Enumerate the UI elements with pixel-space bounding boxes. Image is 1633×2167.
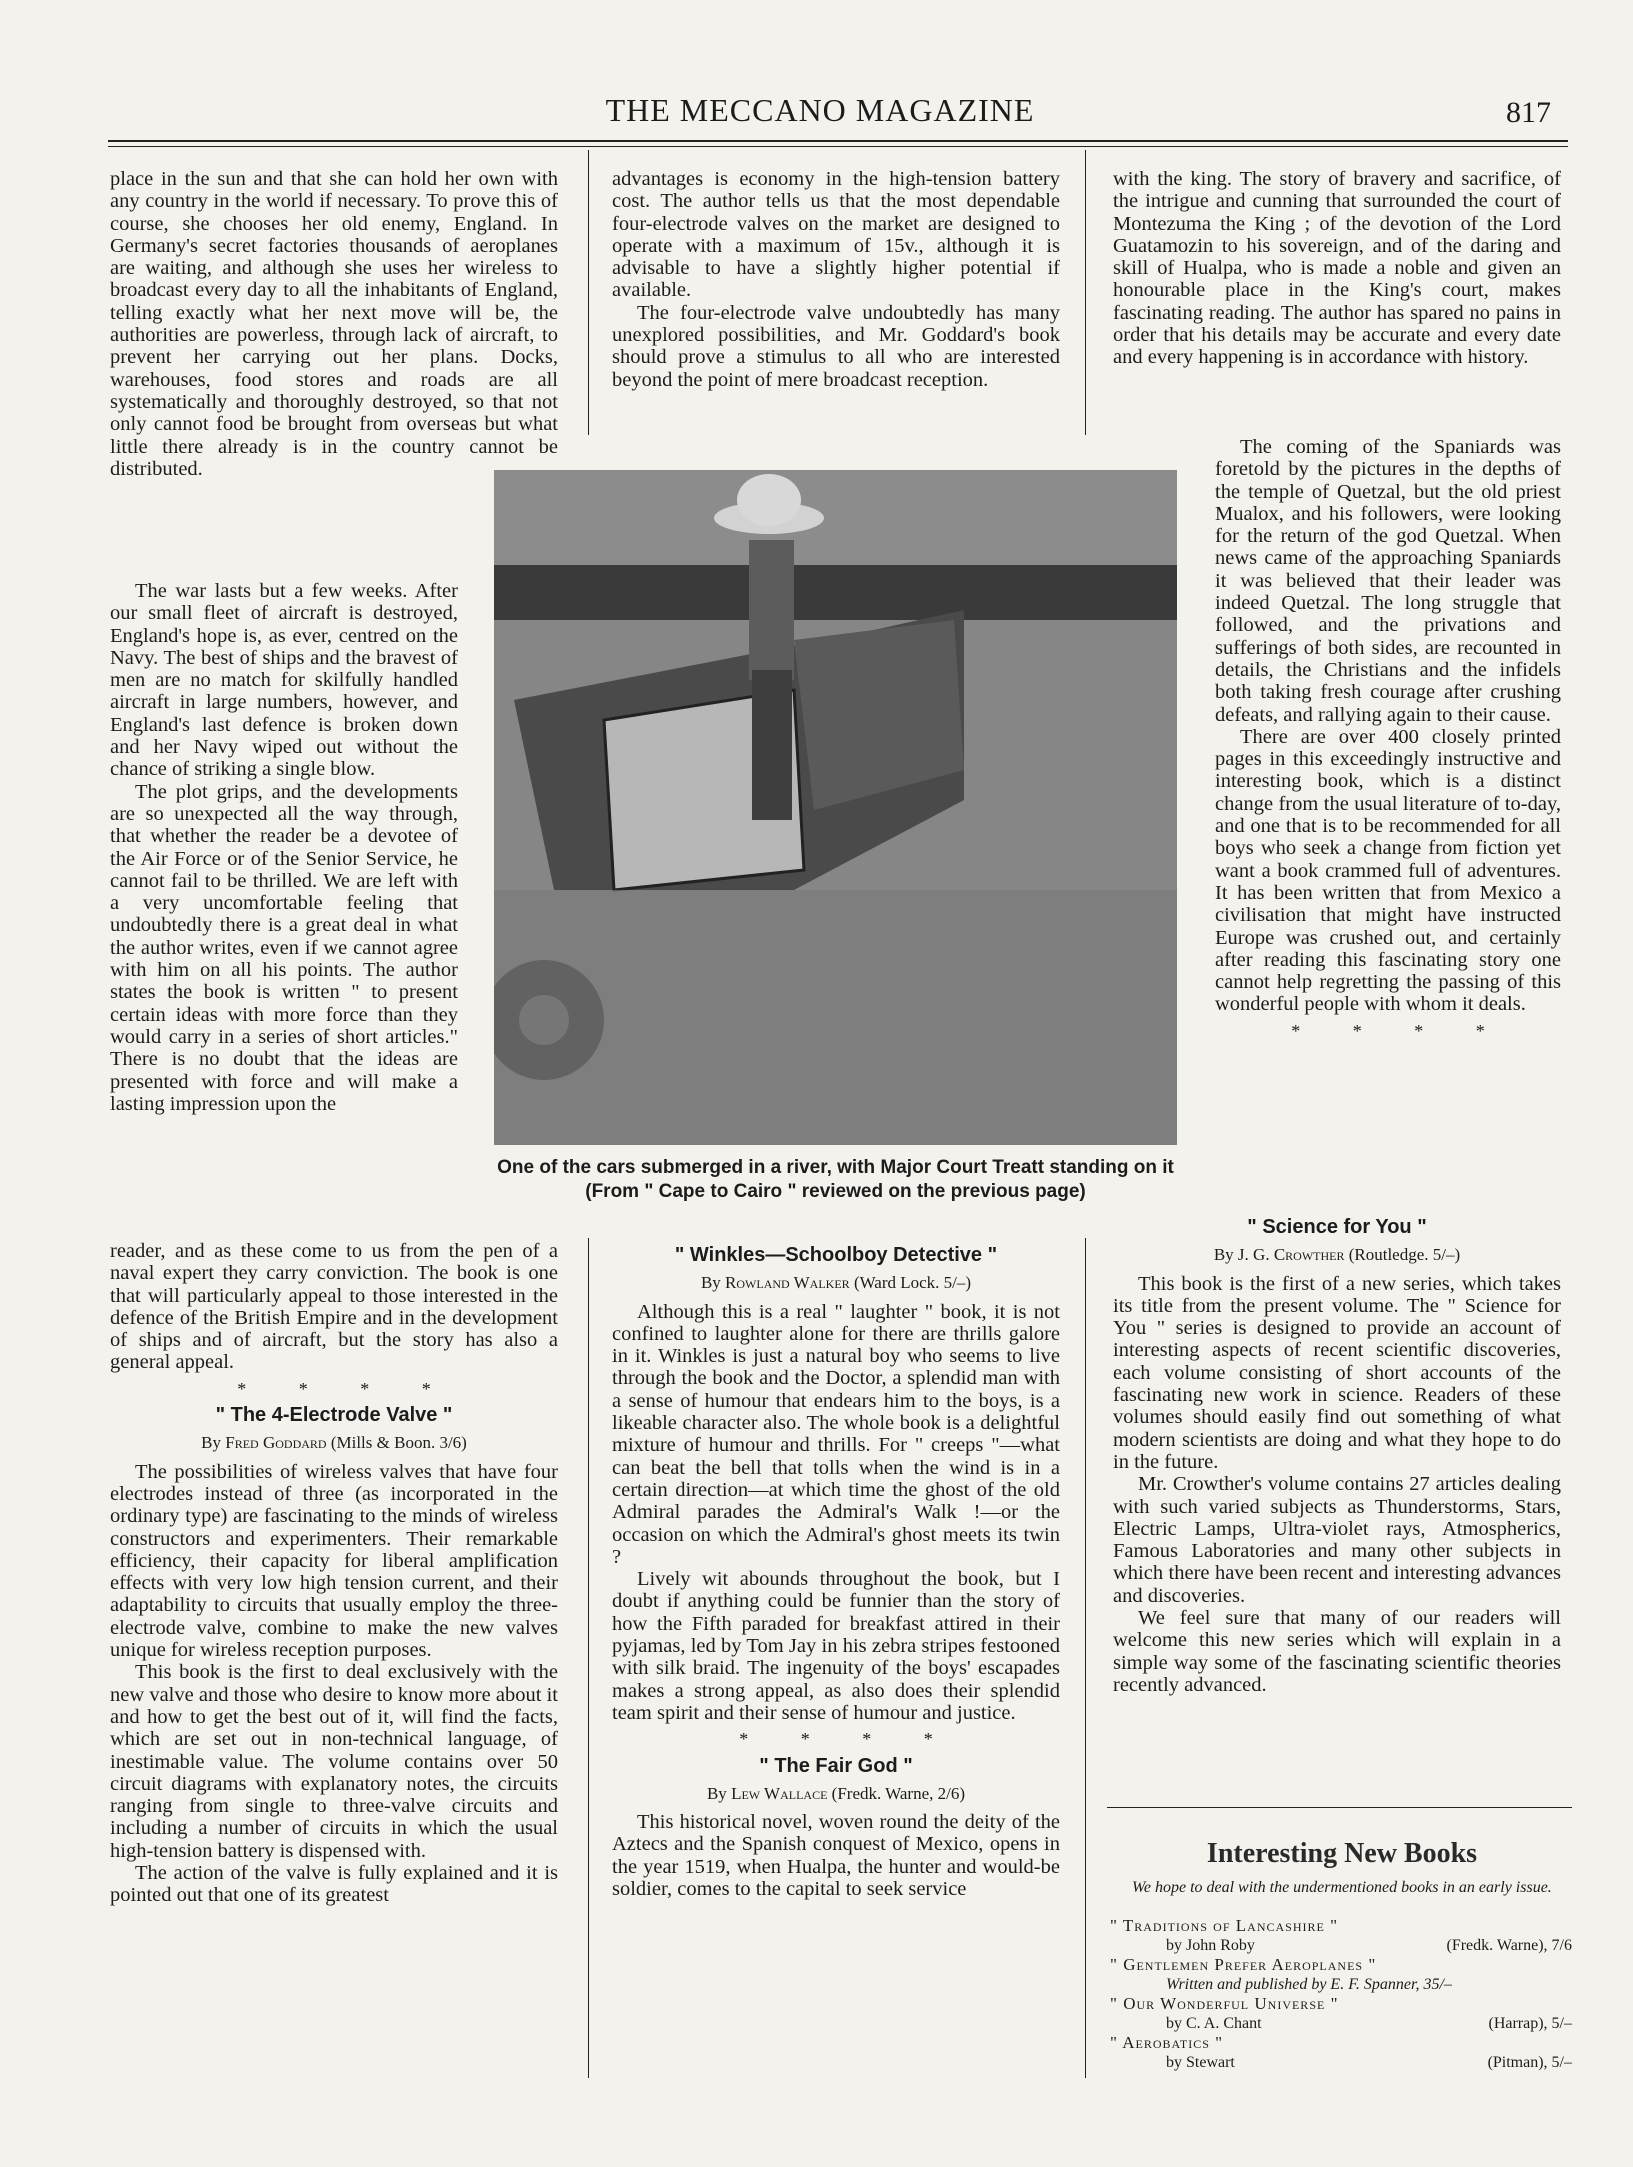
review-byline: [612, 1783, 1060, 1805]
page-number: 817: [1506, 96, 1551, 129]
review-byline: [612, 1272, 1060, 1294]
book-author: by John Roby: [1166, 1936, 1255, 1954]
review-publisher: (Mills & Boon. 3/6): [330, 1433, 467, 1453]
book-item: [1110, 1916, 1572, 1955]
book-author: by C. A. Chant: [1166, 2014, 1262, 2032]
article-paragraph: reader, and as these come to us from the pen of a naval expert they carry conviction. The book is one that will particularly appeal to those interested in the defence of the British Empire and in the development of ships and of aircraft, but the story has also a general appeal.: [110, 1240, 558, 1374]
book-details: [1110, 2014, 1572, 2034]
column-1-lower: [110, 1240, 558, 1907]
book-title: " Traditions of Lancashire ": [1110, 1916, 1339, 1935]
book-item: [1110, 1994, 1572, 2033]
review-author: Fred Goddard: [225, 1433, 327, 1453]
section-separator: * * * *: [739, 1729, 957, 1750]
review-title: " The 4-Electrode Valve ": [215, 1404, 453, 1427]
book-title: " Gentlemen Prefer Aeroplanes ": [1110, 1955, 1377, 1974]
review-publisher: (Routledge. 5/–): [1348, 1245, 1461, 1265]
article-paragraph: Mr. Crowther's volume contains 27 articles dealing with such varied subjects as Thunderstorms, Stars, Electric Lamps, Ultra-violet rays, Atmospherics, Famous Laboratories and many other subjects in which there have been recent and interesting advances and discoveries.: [1113, 1473, 1561, 1607]
byline-by: By: [201, 1433, 221, 1453]
byline-by: By: [1213, 1245, 1234, 1265]
page-title: THE MECCANO MAGAZINE: [605, 92, 1035, 128]
byline-by: By: [706, 1783, 727, 1803]
article-paragraph: place in the sun and that she can hold her own with any country in the world if necessary. To prove this of course, she chooses her old enemy, England. In Germany's secret factories thousands of aeroplanes are waiting, and although she uses her wireless to broadcast every day to all the inhabitants of England, telling exactly what her next move will be, the authorities are powerless, through lack of aircraft, to prevent her carrying out her plans. Docks, warehouses, food stores and roads are all systematically and thoroughly destroyed, so that not only cannot food be brought from overseas but what little there already is in the country cannot be distributed.: [110, 168, 558, 480]
book-author: by Stewart: [1166, 2053, 1235, 2071]
review-byline: [1113, 1244, 1561, 1266]
photo-illustration: [494, 470, 1177, 1145]
review-author: J. G. Crowther: [1237, 1245, 1345, 1265]
article-paragraph: Lively wit abounds throughout the book, but I doubt if anything could be funnier than the story of how the Fifth paraded for breakfast attired in their pyjamas, led by Tom Jay in his zebra stripes festooned with silk braid. The ingenuity of the boys' escapades makes a strong appeal, as also does their splendid team spirit and their sense of humour and justice.: [612, 1568, 1060, 1724]
books-rule: [1107, 1807, 1572, 1808]
column-1: [110, 168, 558, 480]
column-3: [1113, 168, 1561, 369]
book-publisher: (Pitman), 5/–: [1487, 2053, 1572, 2071]
header-rule: [108, 140, 1568, 142]
new-books-intro: We hope to deal with the undermentioned books in an early issue.: [1132, 1879, 1552, 1896]
article-paragraph: We feel sure that many of our readers will welcome this new series which will explain in a simple way some of the fascinating scientific theories recently advanced.: [1113, 1607, 1561, 1696]
article-paragraph: Although this is a real " laughter " book, it is not confined to laughter alone for there are thrills galore in it. Winkles is just a natural boy who seems to live through the book and the Doctor, a splendid man with a sense of humour that endears him to the boys, is a likeable character also. The whole book is a delightful mixture of humour and thrills. For " creeps "—what can beat the bell that tolls when the wind is in a certain direction—at which time the ghost of the old Admiral parades the Admiral's Walk !—or the occasion on which the Admiral's ghost meets its twin ?: [612, 1300, 1060, 1568]
book-details: [1110, 1975, 1572, 1995]
byline-by: By: [700, 1273, 721, 1293]
article-paragraph: The four-electrode valve undoubtedly has many unexplored possibilities, and Mr. Goddard's book should prove a stimulus to all who are interested beyond the point of mere broadcast reception.: [612, 301, 1060, 391]
new-books-list: [1110, 1916, 1572, 2072]
review-title: " Science for You ": [1247, 1216, 1427, 1238]
review-author: Rowland Walker: [725, 1273, 850, 1293]
column-divider: [588, 150, 589, 435]
article-paragraph: The coming of the Spaniards was foretold by the pictures in the depths of the temple of Quetzal, but the old priest Mualox, and his followers, were looking for the return of the god Quetzal. When news came of the approaching Spaniards it was believed that their leader was indeed Quetzal. The long struggle that followed, and the privations and sufferings of both sides, are recounted in details, the Christians and the infidels both taking fresh courage after crushing defeats, and rallying again to their cause.: [1215, 436, 1561, 726]
review-publisher: (Ward Lock. 5/–): [853, 1273, 972, 1293]
article-paragraph: The war lasts but a few weeks. After our small fleet of aircraft is destroyed, England's hope is, as ever, centred on the Navy. The best of ships and the bravest of men are no match for skilfully handled aircraft in large numbers, however, and England's last defence is broken down and her Navy wiped out without the chance of striking a single blow.: [110, 580, 458, 781]
section-separator: * * * *: [237, 1378, 455, 1399]
article-paragraph: This book is the first of a new series, which takes its title from the present volume. The " Science for You " series is designed to provide an account of interesting aspects of recent scientific discoveries, each volume consisting of short accounts of the fascinating new work in science. Readers of these volumes should easily find out something of what modern scientists are doing and what they hope to do in the future.: [1113, 1272, 1561, 1473]
article-paragraph: This book is the first to deal exclusively with the new valve and those who desire to know more about it and how to get the best out of it, will find the facts, which are set out in non-technical language, of inestimable value. The volume contains over 50 circuit diagrams with explanatory notes, the circuits ranging from single to three-valve circuits and including a number of circuits in which the usual high-tension battery is dispensed with.: [110, 1661, 558, 1862]
article-paragraph: The action of the valve is fully explained and it is pointed out that one of its greatest: [110, 1862, 558, 1907]
article-paragraph: advantages is economy in the high-tension battery cost. The author tells us that the most dependable four-electrode valves on the market are designed to operate with a maximum of 15v., although it is advisable to have a slightly higher potential if available.: [612, 168, 1060, 302]
book-title: " Our Wonderful Universe ": [1110, 1994, 1339, 2013]
book-publisher: (Fredk. Warne), 7/6: [1446, 1936, 1572, 1954]
review-byline: [110, 1432, 558, 1454]
column-1-narrow: [110, 580, 458, 1115]
book-title: " Aerobatics ": [1110, 2033, 1224, 2052]
article-paragraph: There are over 400 closely printed pages in this exceedingly instructive and interesting book, which is a distinct change from the usual literature of to-day, and one that is to be recommended for all boys who seek a change from fiction yet want a book crammed full of adventures. It has been written that from Mexico a civilisation that might have instructed Europe was crushed out, and certainly after reading this fascinating story one cannot help regretting the passing of this wonderful people with whom it deals.: [1215, 725, 1561, 1016]
article-paragraph: with the king. The story of bravery and sacrifice, of the intrigue and cunning that surrounded the court of Montezuma the King ; of the devotion of the Lord Guatamozin to his sovereign, and of the daring and skill of Hualpa, who is made a noble and given an honourable place in the King's court, makes fascinating reading. The author has spared no pains in order that his details may be accurate and every date and every happening is in accordance with history.: [1113, 168, 1561, 369]
book-author: Written and published by E. F. Spanner, 35/–: [1166, 1975, 1452, 1993]
book-details: [1110, 1936, 1572, 1956]
column-2: [612, 168, 1060, 391]
review-title: " The Fair God ": [759, 1754, 913, 1777]
article-paragraph: This historical novel, woven round the deity of the Aztecs and the Spanish conquest of Mexico, opens in the year 1519, when Hualpa, the hunter and would-be soldier, comes to the capital to seek service: [612, 1811, 1060, 1901]
review-publisher: (Fredk. Warne, 2/6): [831, 1783, 966, 1803]
book-item: [1110, 2033, 1572, 2072]
new-books-title: Interesting New Books: [1206, 1838, 1478, 1869]
column-divider: [588, 1238, 589, 2078]
header-rule-thin: [108, 146, 1568, 147]
review-author: Lew Wallace: [731, 1783, 828, 1803]
photo-caption: One of the cars submerged in a river, with Major Court Treatt standing on it (From " Cape to Cairo " reviewed on the previous page): [497, 1157, 1174, 1202]
column-3-lower: [1113, 1212, 1561, 1696]
section-separator: * * * *: [1291, 1020, 1509, 1041]
article-paragraph: The possibilities of wireless valves that have four electrodes instead of three (as incorporated in the ordinary type) are fascinating to the minds of wireless constructors and experimenters. Their remarkable efficiency, their capacity for liberal amplification effects with very low high tension current, and their adaptability to circuits that usually employ the three-electrode valve, combine to make the new valves unique for wireless reception purposes.: [110, 1460, 558, 1662]
book-details: [1110, 2053, 1572, 2073]
column-divider: [1085, 1238, 1086, 2078]
article-paragraph: The plot grips, and the developments are so unexpected all the way through, that whether the reader be a devotee of the Air Force or of the Senior Service, he cannot fail to be thrilled. We are left with a very uncomfortable feeling that undoubtedly there is a great deal in what the author writes, even if we cannot agree with him on all his points. The author states the book is written " to present certain ideas with more force than they would carry in a series of short articles." There is no doubt that the ideas are presented with force and will make a lasting impression upon the: [110, 780, 458, 1115]
river-car-photo: [494, 470, 1177, 1145]
column-3-narrow: [1215, 436, 1561, 1044]
column-divider: [1085, 150, 1086, 435]
book-publisher: (Harrap), 5/–: [1488, 2014, 1572, 2032]
review-title: " Winkles—Schoolboy Detective ": [674, 1244, 998, 1266]
column-2-lower: [612, 1240, 1060, 1900]
book-item: [1110, 1955, 1572, 1994]
